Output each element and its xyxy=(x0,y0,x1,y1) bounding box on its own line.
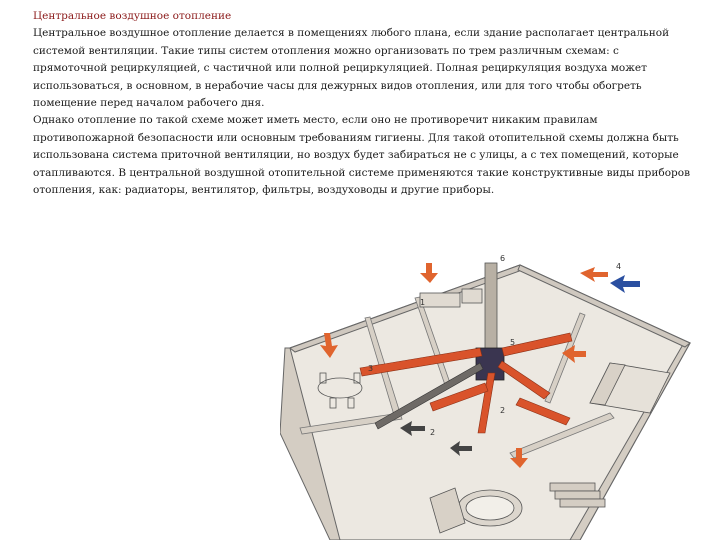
figure-label-1: 1 xyxy=(420,298,426,307)
paragraph-1: Центральное воздушное отопление делается в помещениях любого плана, если здание располагает центральной системой вентиляции. Такие типы систем отопления можно организовать по трем различным схемам: с прямоточной рециркуляцией, с частичной или полной рециркуляцией. Полная рециркуляция воздуха может использоваться, в основном, в нерабочие часы для дежурных видов отопления, или для того чтобы обогреть помещение перед началом рабочего дня. xyxy=(33,27,670,110)
paragraph-2: Однако отопление по такой схеме может иметь место, если оно не противоречит никаким правилам противопожарной безопасности или основным требованиям гигиены. Для такой отопительной схемы должна быть использована система приточной вентиляции, но воздух будет забираться не с улицы, а с тех помещений, которые отапливаются. В центральной воздушной отопительной системе применяются такие конструктивные виды приборов отопления, как: радиаторы, вентилятор, фильтры, воздуховоды и другие приборы. xyxy=(33,114,690,197)
figure-label-4: 4 xyxy=(616,262,622,271)
heating-system-illustration xyxy=(280,253,698,540)
fresh-air-arrow xyxy=(610,275,640,293)
figure-label-2b: 2 xyxy=(500,406,506,415)
figure-label-5: 5 xyxy=(510,338,516,347)
round-table xyxy=(458,490,522,526)
article-text xyxy=(33,8,693,199)
article-title: Центральное воздушное отопление xyxy=(33,10,232,22)
figure-label-2: 2 xyxy=(430,428,436,437)
figure-label-6: 6 xyxy=(500,254,506,263)
figure-label-3: 3 xyxy=(368,364,374,373)
